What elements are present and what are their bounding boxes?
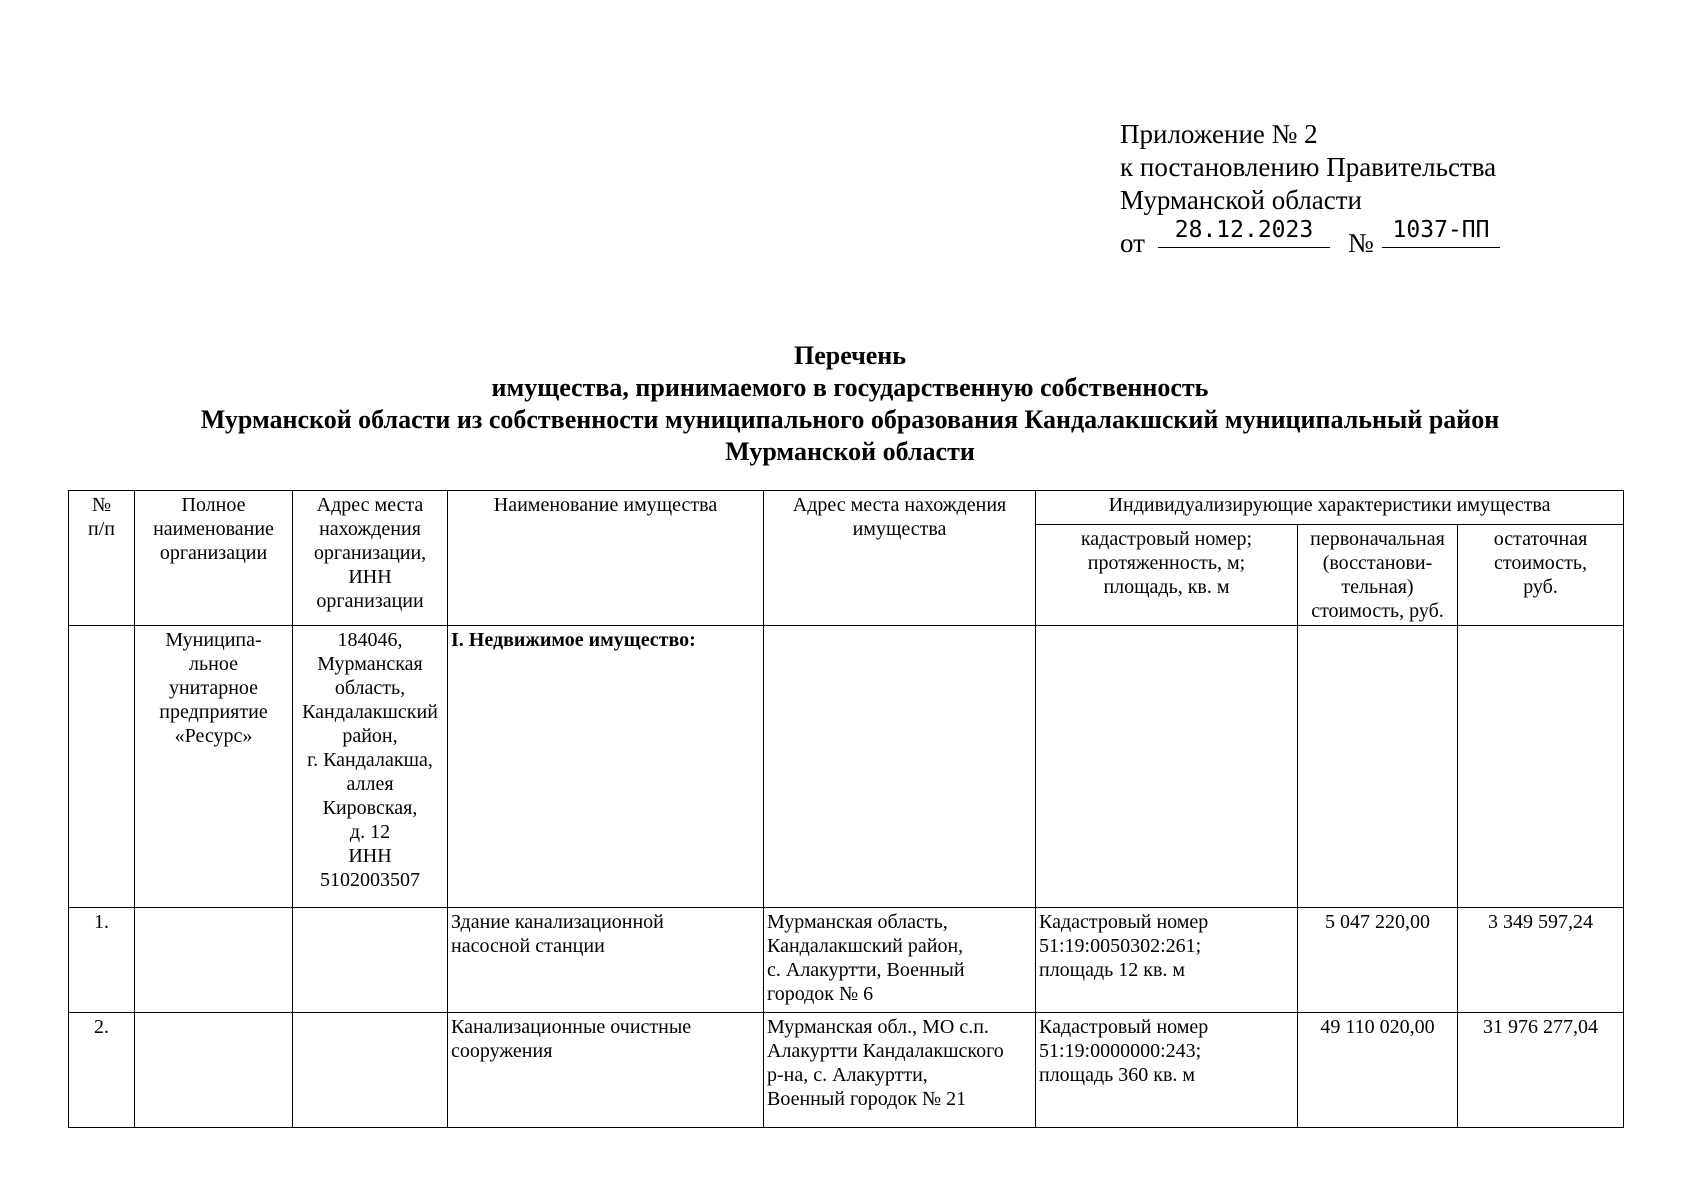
org-address: 184046, Мурманская область, Кандалакшский район, г. Кандалакша, аллея Кировская, д. 12 ИНН 5102003507 bbox=[293, 626, 448, 908]
row-initial-cost: 49 110 020,00 bbox=[1298, 1013, 1458, 1128]
header-initial-cost: первоначальная (восстанови- тельная) стоимость, руб. bbox=[1298, 525, 1458, 626]
title-line-2: имущества, принимаемого в государственную собственность bbox=[491, 373, 1209, 402]
header-org-name: Полное наименование организации bbox=[135, 491, 293, 626]
decree-date: 28.12.2023 bbox=[1158, 219, 1330, 248]
row-empty-org-address bbox=[293, 1013, 448, 1128]
annex-title: Приложение № 2 bbox=[1120, 119, 1318, 149]
annex-block bbox=[1120, 118, 1540, 259]
row-initial-cost: 5 047 220,00 bbox=[1298, 908, 1458, 1013]
row-property-name: Здание канализационной насосной станции bbox=[448, 908, 764, 1013]
header-row bbox=[69, 491, 1624, 525]
header-residual-cost: остаточная стоимость, руб. bbox=[1458, 525, 1624, 626]
decree-number: 1037-ПП bbox=[1382, 219, 1500, 248]
row-property-address: Мурманская обл., МО с.п. Алакуртти Кандалакшского р-на, с. Алакуртти, Военный городок № 21 bbox=[764, 1013, 1036, 1128]
title-line-4: Мурманской области bbox=[725, 437, 975, 466]
row-empty-org-address bbox=[293, 908, 448, 1013]
annex-date-line bbox=[1120, 219, 1540, 259]
header-property-address: Адрес места нахождения имущества bbox=[764, 491, 1036, 626]
row-num: 2. bbox=[69, 1013, 135, 1128]
table-row bbox=[69, 908, 1624, 1013]
annex-region: Мурманской области bbox=[1120, 185, 1362, 215]
row-num: 1. bbox=[69, 908, 135, 1013]
org-row-empty-address bbox=[764, 626, 1036, 908]
document-title bbox=[120, 340, 1580, 468]
section-heading: I. Недвижимое имущество: bbox=[448, 626, 764, 908]
property-table bbox=[68, 490, 1624, 1128]
title-line-3: Мурманской области из собственности муниципального образования Кандалакшский муниципальный район bbox=[200, 405, 1500, 434]
row-property-address: Мурманская область, Кандалакшский район, с. Алакуртти, Военный городок № 6 bbox=[764, 908, 1036, 1013]
row-residual-cost: 3 349 597,24 bbox=[1458, 908, 1624, 1013]
org-row-empty-cadastral bbox=[1036, 626, 1298, 908]
org-row-num bbox=[69, 626, 135, 908]
row-property-name: Канализационные очистные сооружения bbox=[448, 1013, 764, 1128]
number-prefix: № bbox=[1348, 228, 1374, 258]
org-name: Муниципа- льное унитарное предприятие «Ресурс» bbox=[135, 626, 293, 908]
annex-reference: к постановлению Правительства bbox=[1120, 152, 1497, 182]
header-property-name: Наименование имущества bbox=[448, 491, 764, 626]
row-cadastral: Кадастровый номер 51:19:0000000:243; площадь 360 кв. м bbox=[1036, 1013, 1298, 1128]
org-row bbox=[69, 626, 1624, 908]
date-prefix: от bbox=[1120, 228, 1145, 258]
org-row-empty-initial bbox=[1298, 626, 1458, 908]
row-residual-cost: 31 976 277,04 bbox=[1458, 1013, 1624, 1128]
row-empty-org bbox=[135, 908, 293, 1013]
header-cadastral: кадастровый номер; протяженность, м; площадь, кв. м bbox=[1036, 525, 1298, 626]
header-num: № п/п bbox=[69, 491, 135, 626]
header-org-address: Адрес места нахождения организации, ИНН организации bbox=[293, 491, 448, 626]
row-cadastral: Кадастровый номер 51:19:0050302:261; площадь 12 кв. м bbox=[1036, 908, 1298, 1013]
title-line-1: Перечень bbox=[793, 341, 907, 370]
header-characteristics: Индивидуализирующие характеристики имущества bbox=[1036, 491, 1624, 525]
table-row bbox=[69, 1013, 1624, 1128]
row-empty-org bbox=[135, 1013, 293, 1128]
org-row-empty-residual bbox=[1458, 626, 1624, 908]
